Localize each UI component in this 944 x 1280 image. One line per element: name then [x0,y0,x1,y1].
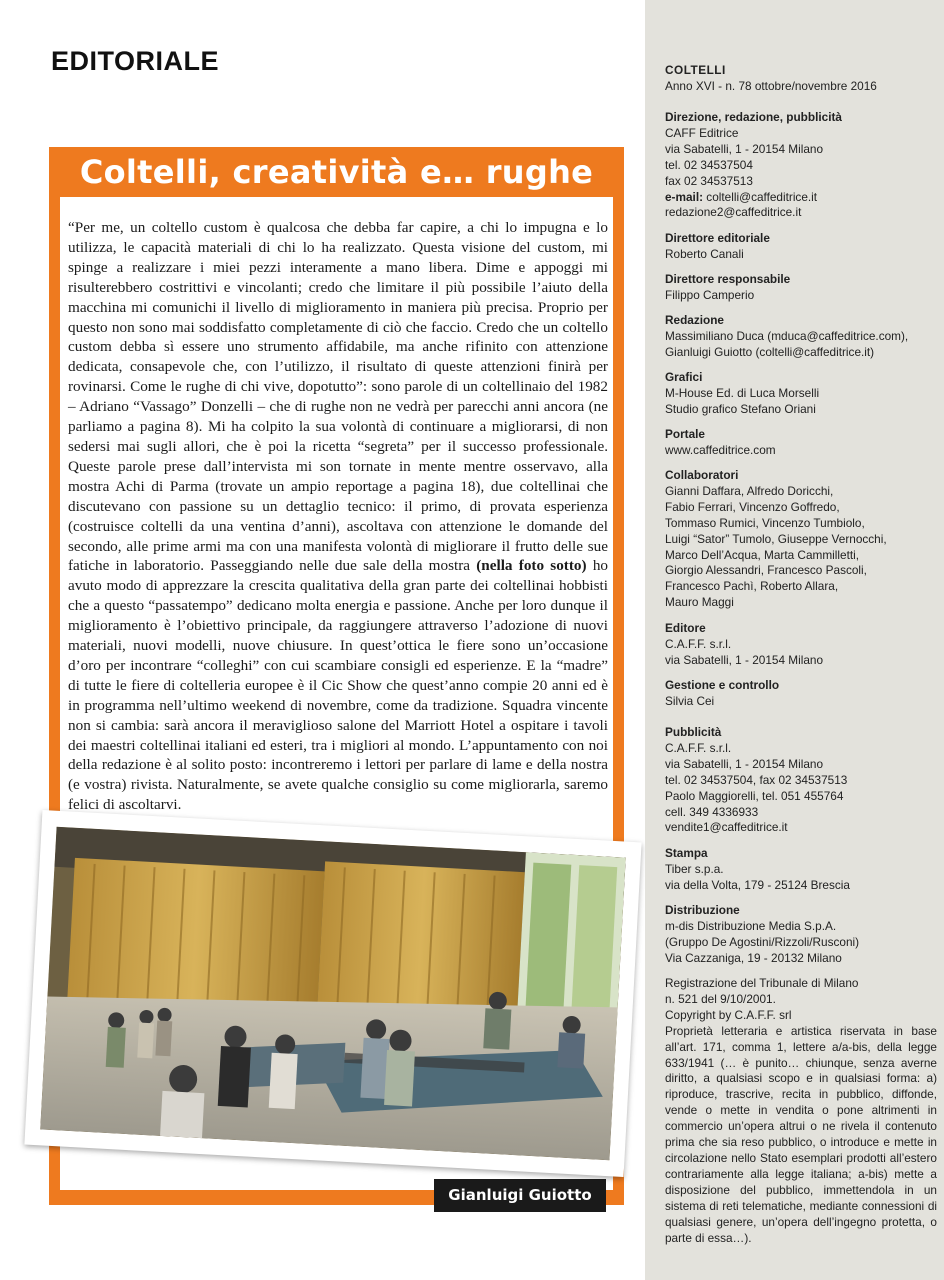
grafici-text: M-House Ed. di Luca Morselli Studio grafico Stefano Oriani [665,385,820,416]
portale-heading: Portale [665,427,705,441]
masthead-portale [665,427,937,459]
gestione-text: Silvia Cei [665,693,715,708]
registration-text: Registrazione del Tribunale di Milano n. 521 del 9/10/2001. Copyright by C.A.F.F. srl [665,976,859,1022]
photo-reference: (nella foto sotto) [476,557,587,575]
article-body [68,218,608,815]
photo-frame [24,810,641,1177]
email-redazione: redazione2@caffeditrice.it [665,205,802,220]
article-headline: Coltelli, creatività e… rughe [79,153,594,191]
body-paragraph: “Per me, un coltello custom è qualcosa che debba far capire, a chi lo impugna e lo utilizza, le capacità materiali di chi lo ha realizzato. Questa visione del custom, mi spinge a realizzare i miei pezzi interamente a mano libera. Dime e appoggi mi risulterebbero costrittivi e vincolanti; credo che limitare il più possibile l’aiuto della macchina mi comunichi il livello di miglioramento in maniera più precisa. Proprio per questo non sono mai soddisfatto completamente di ciò che faccio. Credo che un coltello custom debba sì essere uno strumento affidabile, ma anche rifinito con attenzione dedicata, consapevole che, con l’utilizzo, il risultato di queste attenzioni finirà per rovinarsi. Come le rughe di chi vive, dopotutto”: sono parole di un coltellinaio del 1982 – Adriano “Vassago” Donzelli – che di rughe non ne vedrà per parecchi anni ancora (ne parliamo a pagina 8). Mi ha colpito la sua volontà di continuare a migliorarsi, di non sedersi mai sugli allori, che è poi la ricetta “segreta” per il successo professionale. Queste parole prese dall’intervista mi son tornate in mente mentre osservavo, alla mostra Achi di Parma (trovate un ampio reportage a pagina 18), due coltellinai che discutevano con passione su un dettaglio tecnico: il primo, di provata esperienza (costruisce coltelli da una ventina d’anni), ascoltava con attenzione le domande del secondo, alle prime armi ma con una manifesta volontà di migliorare il frutto delle sue fatiche in laboratorio. Passeggiando nelle due sale della mostra [68,219,608,575]
grafici-heading: Grafici [665,370,703,384]
email-coltelli: coltelli@caffeditrice.it [703,189,818,204]
redazione-heading: Redazione [665,313,724,327]
dir-edit-heading: Direttore editoriale [665,231,770,245]
collab-text: Gianni Daffara, Alfredo Doricchi, Fabio Ferrari, Vincenzo Goffredo, Tommaso Rumici, Vincenzo Tumbiolo, Luigi “Sator” Tumolo, Giuseppe Vernocchi, Marco Dell’Acqua, Marta Cammilletti, Giorgio Alessandri, Francesco Pascoli, Francesco Pachì, Roberto Allara, Mauro Maggi [665,483,887,610]
editore-text: C.A.F.F. s.r.l. via Sabatelli, 1 - 20154 Milano [665,636,824,667]
masthead-grafici [665,370,937,418]
dir-resp-text: Filippo Camperio [665,287,755,302]
editore-heading: Editore [665,621,706,635]
pubblicita-text: C.A.F.F. s.r.l. via Sabatelli, 1 - 20154 Milano tel. 02 34537504, fax 02 34537513 Paolo Maggiorelli, tel. 051 455764 cell. 349 4336933 vendite1@caffeditrice.it [665,740,848,835]
pubblicita-heading: Pubblicità [665,725,722,739]
section-label: EDITORIALE [51,46,220,76]
distrib-text: m-dis Distribuzione Media S.p.A. (Gruppo De Agostini/Rizzoli/Rusconi) Via Cazzaniga, 19 - 20132 Milano [665,918,860,965]
gestione-heading: Gestione e controllo [665,678,780,692]
masthead-header [665,63,937,95]
masthead-direttore-responsabile [665,272,937,304]
direzione-heading: Direzione, redazione, pubblicità [665,110,842,124]
collab-heading: Collaboratori [665,468,739,482]
masthead-editore [665,621,937,669]
direzione-text: CAFF Editrice via Sabatelli, 1 - 20154 Milano tel. 02 34537504 fax 02 34537513 [665,125,824,188]
stampa-text: Tiber s.p.a. via della Volta, 179 - 25124 Brescia [665,861,850,892]
redazione-text: Massimiliano Duca (mduca@caffeditrice.com), Gianluigi Guiotto (coltelli@caffeditrice.it) [665,328,909,359]
masthead-direttore-editoriale [665,231,937,263]
copyright-legal-text: Proprietà letteraria e artistica riservata in base all’art. 171, comma 1, lettere a/a-bis, della legge 633/1941 (… è punito… chiunque, senza averne diritto, a qualsiasi scopo e in qualsiasi forma: a) riproduce, trascrive, recita in pubblico, diffonde, vende o mette in vendita o pone altrimenti in commercio un’opera altrui o ne rivela il contenuto prima che sia reso pubblico, o introduce e mette in circolazione nello Stato esemplari prodotti all’estero contrariamente alla legge italiana; a-bis) mette a disposizione del pubblico, immettendola in un sistema di reti telematiche, mediante connessioni di qualsiasi genere, un’opera dell’ingegno protetta, o parte di essa…). [665,1023,937,1245]
email-label: e-mail: [665,189,704,204]
dir-resp-heading: Direttore responsabile [665,272,791,286]
masthead-direzione [665,110,937,221]
magazine-title: COLTELLI [665,63,726,77]
masthead-distribuzione [665,903,937,967]
portale-text: www.caffeditrice.com [665,442,776,457]
masthead-collaboratori [665,468,937,611]
issue-info: Anno XVI - n. 78 ottobre/novembre 2016 [665,78,877,93]
stampa-heading: Stampa [665,846,708,860]
body-paragraph-rest: ho avuto modo di apprezzare la crescita qualitativa della gran parte dei coltellinai hobbisti che a questo “passatempo” dedicano molta energia e passione. Anche per loro dunque il miglioramento è l’obiettivo principale, da raggiungere attraverso l’adozione di nuovi materiali, nuovi modelli, nuove chiusure. In quest’ottica le fiere sono un’occasione d’oro per incontrare “colleghi” con cui scambiare consigli ed esperienze. E la “madre” di tutte le fiere di coltelleria europee è il Cic Show che quest’anno compie 20 anni ed è in programma nell’ultimo weekend di novembre, come da tradizione. Squadra vincente non si cambia: sarà ancora il meraviglioso salone del Marriott Hotel a ospitare i tavoli dei maestri coltellinai italiani ed esteri, tra i migliori al mondo. L’appuntamento con noi della redazione è al solito posto: incontreremo i lettori per parlare di lame e della nostra (e vostra) rivista. Naturalmente, se avete qualche consiglio su come migliorarla, saremo felici di ascoltarvi. [68,557,608,814]
exhibition-photo [40,827,626,1160]
masthead-legal [665,976,937,1246]
distrib-heading: Distribuzione [665,903,740,917]
dir-edit-text: Roberto Canali [665,246,744,261]
author-signature: Gianluigi Guiotto [434,1179,606,1212]
masthead-gestione [665,678,937,710]
masthead-stampa [665,846,937,894]
masthead-redazione [665,313,937,361]
masthead-pubblicita [665,725,937,836]
